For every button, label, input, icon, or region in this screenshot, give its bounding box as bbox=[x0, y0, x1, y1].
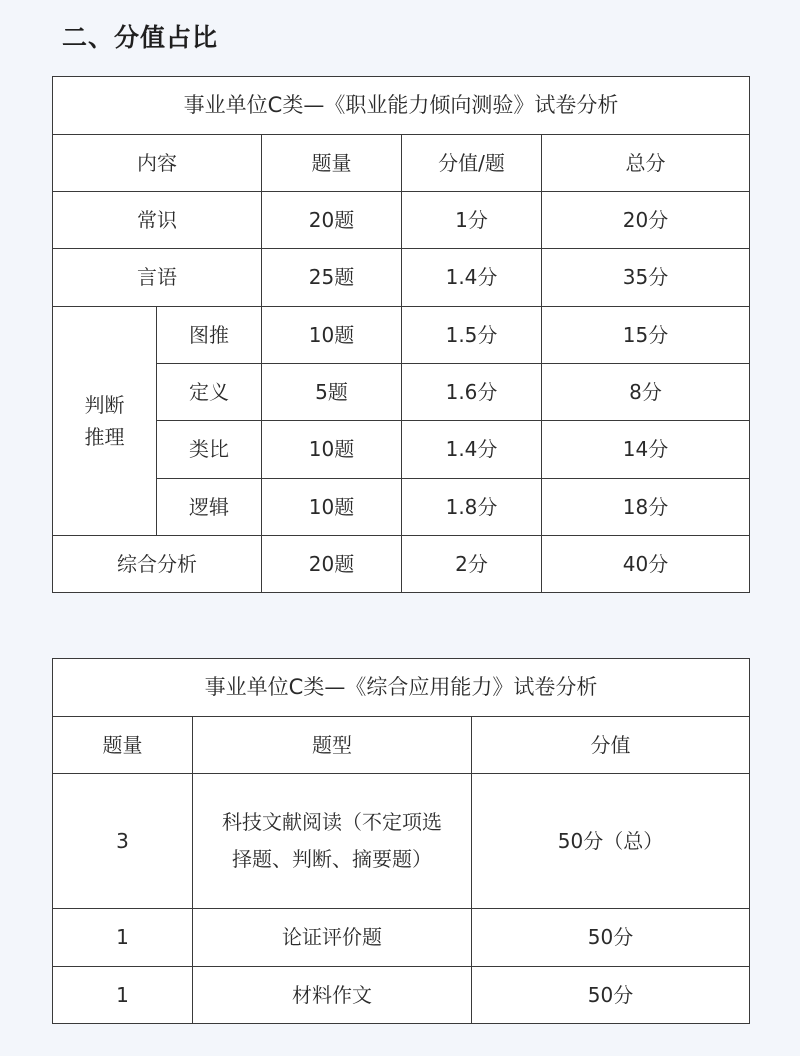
cell-per-question: 1.4分 bbox=[402, 249, 542, 307]
header-count: 题量 bbox=[262, 135, 402, 192]
cell-count: 20题 bbox=[262, 192, 402, 249]
table-title-row bbox=[53, 659, 750, 717]
cell-subcategory: 类比 bbox=[157, 421, 262, 479]
table-row bbox=[53, 307, 750, 364]
header-question-type: 题型 bbox=[193, 717, 472, 774]
cell-total: 18分 bbox=[542, 479, 750, 536]
table-header-row bbox=[53, 135, 750, 192]
header-total: 总分 bbox=[542, 135, 750, 192]
table-title: 事业单位C类—《职业能力倾向测验》试卷分析 bbox=[53, 77, 750, 135]
table-row bbox=[53, 774, 750, 909]
cell-content: 言语 bbox=[53, 249, 262, 307]
cell-count: 3 bbox=[53, 774, 193, 909]
header-count: 题量 bbox=[53, 717, 193, 774]
table-row bbox=[53, 536, 750, 593]
cell-per-question: 1分 bbox=[402, 192, 542, 249]
cell-subcategory: 图推 bbox=[157, 307, 262, 364]
section-heading: 二、分值占比 bbox=[62, 23, 219, 52]
cell-count: 10题 bbox=[262, 307, 402, 364]
cell-subcategory: 定义 bbox=[157, 364, 262, 421]
table-title: 事业单位C类—《综合应用能力》试卷分析 bbox=[53, 659, 750, 717]
cell-count: 10题 bbox=[262, 421, 402, 479]
cell-count: 25题 bbox=[262, 249, 402, 307]
cell-count: 10题 bbox=[262, 479, 402, 536]
cell-per-question: 1.6分 bbox=[402, 364, 542, 421]
cell-score: 50分 bbox=[472, 967, 750, 1024]
cell-total: 20分 bbox=[542, 192, 750, 249]
cell-score: 50分（总） bbox=[472, 774, 750, 909]
table-title-row bbox=[53, 77, 750, 135]
cell-per-question: 1.4分 bbox=[402, 421, 542, 479]
cell-count: 5题 bbox=[262, 364, 402, 421]
table-row bbox=[53, 479, 750, 536]
cell-per-question: 1.8分 bbox=[402, 479, 542, 536]
cell-total: 35分 bbox=[542, 249, 750, 307]
career-aptitude-score-table bbox=[52, 76, 750, 593]
table-row bbox=[53, 909, 750, 967]
cell-question-type: 材料作文 bbox=[193, 967, 472, 1024]
table-row bbox=[53, 967, 750, 1024]
cell-subcategory: 逻辑 bbox=[157, 479, 262, 536]
applied-ability-score-table bbox=[52, 658, 750, 1024]
cell-count: 20题 bbox=[262, 536, 402, 593]
table-row bbox=[53, 364, 750, 421]
cell-question-type: 论证评价题 bbox=[193, 909, 472, 967]
cell-total: 14分 bbox=[542, 421, 750, 479]
cell-question-type: 科技文献阅读（不定项选择题、判断、摘要题） bbox=[193, 774, 472, 909]
table-header-row bbox=[53, 717, 750, 774]
group-label-text: 判断推理 bbox=[84, 393, 125, 449]
table-row bbox=[53, 192, 750, 249]
header-per-question: 分值/题 bbox=[402, 135, 542, 192]
cell-content: 综合分析 bbox=[53, 536, 262, 593]
cell-total: 15分 bbox=[542, 307, 750, 364]
cell-per-question: 1.5分 bbox=[402, 307, 542, 364]
cell-total: 40分 bbox=[542, 536, 750, 593]
cell-total: 8分 bbox=[542, 364, 750, 421]
cell-count: 1 bbox=[53, 909, 193, 967]
cell-content: 常识 bbox=[53, 192, 262, 249]
cell-score: 50分 bbox=[472, 909, 750, 967]
cell-per-question: 2分 bbox=[402, 536, 542, 593]
cell-count: 1 bbox=[53, 967, 193, 1024]
group-label-judgment-reasoning bbox=[53, 307, 157, 536]
table-row bbox=[53, 249, 750, 307]
table-row bbox=[53, 421, 750, 479]
header-score: 分值 bbox=[472, 717, 750, 774]
header-content: 内容 bbox=[53, 135, 262, 192]
